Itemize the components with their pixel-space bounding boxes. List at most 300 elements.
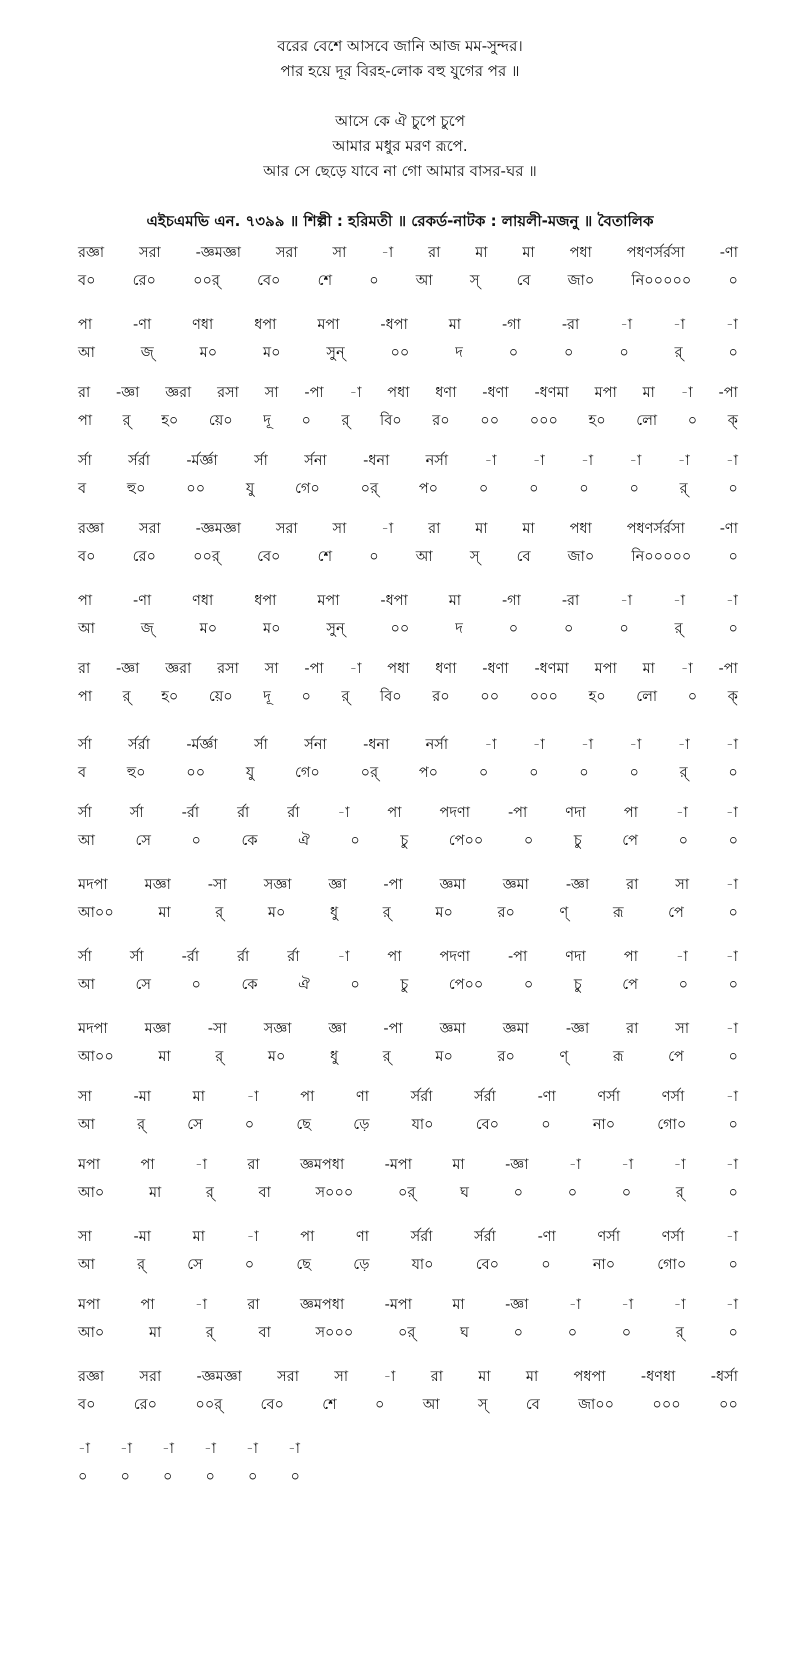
swara-note: -া	[349, 385, 362, 401]
bani-syllable: ০	[728, 1185, 738, 1201]
swara-note: র্সর্রা	[474, 1089, 496, 1105]
swara-note: নর্সা	[425, 453, 449, 469]
swara-note: -া	[621, 1297, 634, 1313]
swara-note: -ণা	[719, 245, 738, 261]
swara-note: মদপা	[78, 1021, 108, 1037]
bani-syllable: কে	[241, 977, 258, 993]
bani-syllable: ম০	[435, 1049, 453, 1065]
bani-syllable: ০০	[719, 1397, 738, 1413]
swara-note: -া	[337, 949, 350, 965]
bani-syllable: র্	[341, 689, 350, 705]
bani-syllable: র্	[679, 765, 688, 781]
bani-syllable: রে০	[133, 1397, 158, 1413]
swara-note: -মপা	[384, 1297, 412, 1313]
bani-syllable: শে	[317, 549, 333, 565]
bani-syllable: না০	[592, 1257, 616, 1273]
swara-row	[78, 804, 738, 826]
bani-syllable: ধু	[330, 1049, 339, 1065]
bani-syllable: ণ্	[559, 905, 569, 921]
swara-note: -া	[680, 661, 693, 677]
bani-syllable: ০	[728, 621, 738, 637]
lyric-line: বরের বেশে আসবে জানি আজ মম-সুন্দর।	[277, 37, 523, 55]
swara-note: জ্ঞমপধা	[300, 1297, 345, 1313]
bani-syllable: আ০০	[78, 905, 114, 921]
swara-note: -া	[673, 1157, 686, 1173]
swara-note: -গা	[501, 317, 521, 333]
swara-note: মা	[642, 661, 655, 677]
swara-note: -া	[195, 1297, 207, 1313]
bani-syllable: ০	[301, 413, 311, 429]
swara-note: -রা	[561, 593, 580, 609]
bani-syllable: ঘ	[460, 1325, 469, 1341]
swara-note: র্সনা	[304, 737, 327, 753]
swara-row	[78, 1368, 738, 1390]
swara-note: -জ্ঞমজ্ঞা	[195, 521, 241, 537]
swara-note: মা	[192, 1229, 205, 1245]
swara-note: পধা	[569, 521, 592, 537]
swara-note: -পা	[718, 661, 738, 677]
bani-syllable: ণ্	[559, 1049, 569, 1065]
bani-syllable: ০	[728, 549, 738, 565]
swara-note: র্সা	[129, 805, 144, 821]
swara-note: মা	[522, 521, 535, 537]
bani-syllable: ম০	[199, 621, 218, 637]
swara-note: মা	[522, 245, 535, 261]
swara-note: মজ্ঞা	[144, 877, 171, 893]
swara-note: -া	[726, 877, 738, 893]
swara-note: পা	[78, 317, 93, 333]
bani-syllable: পে০০	[448, 833, 484, 849]
swara-note: -া	[725, 805, 738, 821]
swara-note: র্সর্রা	[410, 1229, 433, 1245]
swara-note: র্সর্রা	[474, 1229, 496, 1245]
lyric-line: আমার মধুর মরণ রূপে.	[332, 137, 468, 155]
swara-note: রসা	[217, 661, 239, 677]
bani-syllable: সে	[135, 833, 151, 849]
swara-note: পধণর্সর্রসা	[626, 521, 685, 537]
bani-row	[78, 620, 738, 642]
swara-note: ণধা	[192, 593, 214, 609]
swara-note: সা	[675, 1021, 690, 1037]
bani-syllable: বা	[258, 1185, 271, 1201]
bani-syllable: যা০	[411, 1117, 434, 1133]
bani-syllable: পে	[622, 833, 638, 849]
bani-syllable: ০	[290, 1469, 300, 1485]
swara-note: সা	[332, 521, 347, 537]
swara-note: মা	[475, 521, 488, 537]
swara-note: -া	[349, 661, 362, 677]
swara-note: -সা	[207, 1021, 227, 1037]
bani-syllable: ০	[248, 1469, 258, 1485]
swara-row	[78, 1228, 738, 1250]
bani-syllable: র্	[137, 1117, 146, 1133]
bani-syllable: পা	[78, 689, 93, 705]
bani-syllable: ০	[728, 905, 738, 921]
notation-block	[78, 1088, 738, 1134]
bani-syllable: র্	[675, 1325, 684, 1341]
swara-note: সরা	[138, 521, 161, 537]
bani-syllable: ঐ	[298, 833, 310, 849]
swara-note: ণদা	[565, 949, 586, 965]
bani-syllable: র্	[674, 621, 683, 637]
bani-syllable: য়ে০	[208, 413, 233, 429]
swara-note: ণদা	[565, 805, 586, 821]
swara-row	[78, 452, 738, 474]
bani-syllable: ০০০	[529, 689, 558, 705]
bani-syllable: ঐ	[298, 977, 310, 993]
swara-note: -র্মর্জ্ঞা	[186, 737, 218, 753]
bani-syllable: ০	[629, 481, 639, 497]
bani-syllable: ০	[508, 621, 519, 637]
swara-note: নর্সা	[425, 737, 449, 753]
swara-note: মা	[192, 1089, 205, 1105]
bani-syllable: আ	[415, 549, 433, 565]
swara-note: মপা	[594, 661, 617, 677]
swara-note: -পা	[304, 385, 324, 401]
bani-syllable: চু	[400, 833, 409, 849]
bani-syllable: ম০	[435, 905, 453, 921]
bani-syllable: ০	[523, 833, 534, 849]
swara-note: -া	[195, 1157, 207, 1173]
bani-syllable: জা০	[567, 549, 595, 565]
swara-note: -ধনা	[363, 737, 390, 753]
swara-note: -র্রা	[181, 949, 200, 965]
bani-syllable: ব	[78, 765, 87, 781]
bani-syllable: ০০র্	[195, 1397, 223, 1413]
swara-note: পধপা	[573, 1369, 606, 1385]
swara-row	[78, 592, 738, 614]
bani-syllable: পে	[668, 905, 684, 921]
swara-note: পা	[387, 949, 402, 965]
swara-note: রা	[247, 1157, 260, 1173]
notation-block	[78, 316, 738, 362]
bani-syllable: ছে	[296, 1257, 312, 1273]
swara-note: র্রা	[237, 805, 250, 821]
swara-note: পধা	[569, 245, 592, 261]
swara-note: -া	[726, 453, 738, 469]
swara-note: রা	[78, 661, 91, 677]
swara-note: -ণা	[133, 317, 152, 333]
bani-row	[78, 1116, 738, 1138]
bani-syllable: ০	[619, 621, 629, 637]
swara-note: -জ্ঞা	[565, 877, 590, 893]
swara-note: মপা	[594, 385, 617, 401]
swara-row	[78, 316, 738, 338]
swara-note: মপা	[78, 1157, 101, 1173]
bani-syllable: ০	[78, 1469, 88, 1485]
bani-syllable: ০	[191, 977, 201, 993]
swara-note: -া	[568, 1157, 581, 1173]
bani-syllable: ০	[523, 977, 534, 993]
swara-row	[78, 244, 738, 266]
notation-sheet	[78, 0, 738, 1662]
bani-syllable: চু	[400, 977, 409, 993]
swara-note: জ্ঞা	[328, 1021, 347, 1037]
swara-note: -জ্ঞা	[116, 385, 140, 401]
swara-note: রা	[626, 877, 639, 893]
bani-syllable: বে০	[257, 549, 281, 565]
swara-note: -া	[288, 1441, 300, 1457]
swara-note: মা	[525, 1369, 539, 1385]
swara-note: সা	[334, 1369, 349, 1385]
swara-note: মদপা	[78, 877, 108, 893]
swara-note: -জ্ঞমজ্ঞা	[196, 1369, 242, 1385]
swara-note: -ধপা	[380, 317, 408, 333]
bani-syllable: মা	[148, 1185, 162, 1201]
bani-syllable: বা	[258, 1325, 271, 1341]
notation-block	[78, 1296, 738, 1342]
bani-syllable: পে	[668, 1049, 684, 1065]
bani-syllable: বে০	[257, 273, 281, 289]
bani-syllable: ০	[478, 481, 489, 497]
swara-note: র্সা	[254, 453, 268, 469]
swara-note: পা	[140, 1297, 155, 1313]
swara-note: মপা	[317, 593, 340, 609]
bani-syllable: র্	[382, 1049, 391, 1065]
swara-note: -া	[78, 1441, 90, 1457]
bani-syllable: লো	[636, 413, 658, 429]
bani-syllable: ০	[244, 1257, 255, 1273]
bani-syllable: ০০০	[529, 413, 558, 429]
bani-syllable: স০০০	[315, 1185, 354, 1201]
swara-note: সা	[332, 245, 347, 261]
bani-syllable: ম০	[263, 345, 281, 361]
swara-note: -া	[246, 1229, 259, 1245]
bani-row	[78, 1468, 300, 1490]
swara-note: সরা	[275, 245, 298, 261]
bani-syllable: র০	[432, 689, 450, 705]
bani-syllable: ০র্	[397, 1325, 416, 1341]
bani-syllable: সে	[187, 1257, 203, 1273]
swara-note: মা	[475, 245, 488, 261]
bani-syllable: ০র্	[360, 481, 379, 497]
bani-syllable: বি০	[380, 689, 402, 705]
bani-syllable: ঘ	[460, 1185, 469, 1201]
swara-note: মা	[452, 1297, 465, 1313]
swara-note: -া	[620, 317, 633, 333]
bani-row	[78, 1184, 738, 1206]
bani-row	[78, 344, 738, 366]
bani-syllable: ০০র্	[193, 549, 220, 565]
bani-syllable: শে	[322, 1397, 337, 1413]
swara-note: -র্মর্জ্ঞা	[186, 453, 218, 469]
swara-note: -া	[673, 593, 685, 609]
swara-note: -পা	[304, 661, 324, 677]
swara-note: পা	[387, 805, 402, 821]
swara-note: রা	[430, 1369, 443, 1385]
bani-syllable: র০	[497, 1049, 515, 1065]
swara-note: মা	[642, 385, 655, 401]
swara-note: র্সর্রা	[410, 1089, 433, 1105]
swara-note: -া	[675, 949, 688, 965]
bani-row	[78, 764, 738, 786]
bani-syllable: কে	[241, 833, 258, 849]
swara-note: ধণা	[435, 661, 457, 677]
bani-syllable: ০	[567, 1325, 578, 1341]
swara-note: -ধনা	[363, 453, 390, 469]
bani-syllable: ০	[579, 765, 589, 781]
swara-note: -র্রা	[181, 805, 200, 821]
swara-note: জ্ঞমা	[502, 1021, 529, 1037]
bani-syllable: র্	[382, 905, 391, 921]
bani-syllable: ব	[78, 481, 87, 497]
swara-note: র্রা	[287, 949, 300, 965]
swara-note: মপা	[317, 317, 340, 333]
bani-syllable: লো	[636, 689, 658, 705]
bani-syllable: ০	[728, 833, 738, 849]
swara-row	[78, 1020, 738, 1042]
swara-note: রা	[428, 245, 441, 261]
notation-block	[78, 1156, 738, 1202]
notation-block	[78, 1228, 738, 1274]
bani-syllable: ০	[163, 1469, 173, 1485]
bani-syllable: নি০০০০০	[631, 273, 692, 289]
bani-syllable: বে০	[260, 1397, 284, 1413]
bani-syllable: রে০	[132, 273, 156, 289]
bani-syllable: ০	[728, 1049, 738, 1065]
swara-note: -া	[246, 1441, 258, 1457]
swara-note: র্সা	[78, 805, 92, 821]
bani-syllable: চু	[573, 977, 582, 993]
swara-note: -ণা	[133, 593, 152, 609]
bani-syllable: গে০	[295, 481, 320, 497]
bani-syllable: মা	[148, 1325, 162, 1341]
bani-syllable: র্	[674, 345, 683, 361]
swara-note: -জ্ঞমজ্ঞা	[195, 245, 241, 261]
bani-syllable: রূ	[612, 1049, 624, 1065]
bani-syllable: স০০০	[315, 1325, 354, 1341]
bani-syllable: রে০	[132, 549, 156, 565]
bani-syllable: ড়ে	[353, 1117, 370, 1133]
bani-row	[78, 1048, 738, 1070]
bani-syllable: ০	[541, 1117, 551, 1133]
bani-syllable: ০	[529, 765, 539, 781]
bani-syllable: ০র্	[360, 765, 379, 781]
bani-row	[78, 480, 738, 502]
swara-note: ণর্সা	[661, 1089, 685, 1105]
swara-note: -া	[725, 1229, 738, 1245]
bani-syllable: ০র্	[397, 1185, 416, 1201]
swara-note: রসা	[217, 385, 239, 401]
bani-syllable: ০	[728, 1325, 738, 1341]
bani-syllable: ০০০	[652, 1397, 681, 1413]
swara-note: রজ্ঞা	[78, 245, 105, 261]
swara-note: সজ্ঞা	[263, 1021, 292, 1037]
bani-syllable: ০	[244, 1117, 255, 1133]
swara-note: র্সর্রা	[128, 453, 150, 469]
swara-note: -জ্ঞা	[505, 1297, 529, 1313]
bani-syllable: র্	[137, 1257, 146, 1273]
bani-syllable: ০	[301, 689, 311, 705]
swara-row	[78, 876, 738, 898]
bani-syllable: জা০০	[578, 1397, 615, 1413]
swara-note: সা	[264, 661, 279, 677]
bani-syllable: ০	[541, 1257, 551, 1273]
bani-syllable: ম০	[267, 1049, 286, 1065]
swara-note: মা	[448, 593, 461, 609]
bani-syllable: র্	[675, 1185, 684, 1201]
bani-syllable: স্	[469, 549, 480, 565]
bani-syllable: জ্	[140, 345, 154, 361]
bani-syllable: বি০	[380, 413, 402, 429]
swara-note: -া	[337, 805, 350, 821]
swara-note: -ধণধা	[640, 1369, 676, 1385]
bani-syllable: বে	[516, 549, 531, 565]
swara-row	[78, 1440, 300, 1462]
lyric-line: আর সে ছেড়ে যাবে না গো আমার বাসর-ঘর ॥	[263, 162, 537, 180]
swara-note: সা	[78, 1089, 92, 1105]
swara-note: র্সা	[129, 949, 144, 965]
bani-syllable: ০	[350, 977, 360, 993]
swara-note: -রা	[561, 317, 580, 333]
bani-syllable: ম০	[263, 621, 281, 637]
bani-syllable: র্	[122, 689, 131, 705]
swara-note: পা	[300, 1229, 315, 1245]
swara-note: -ণা	[537, 1229, 556, 1245]
bani-syllable: হ০	[588, 413, 606, 429]
bani-syllable: আ	[78, 977, 95, 993]
bani-syllable: ০	[728, 273, 738, 289]
swara-note: -জ্ঞা	[565, 1021, 590, 1037]
notation-block	[78, 876, 738, 922]
swara-note: সজ্ঞা	[263, 877, 292, 893]
swara-row	[78, 736, 738, 758]
bani-syllable: দ	[455, 345, 463, 361]
record-info: এইচএমভি এন. ৭৩৯৯ ॥ শিল্পী : হরিমতী ॥ রেকর্ড-নাটক : লায়লী-মজনু ॥ বৈতালিক	[146, 212, 654, 230]
swara-note: -গা	[501, 593, 521, 609]
bani-syllable: ব০	[78, 1397, 96, 1413]
bani-row	[78, 832, 738, 854]
swara-note: সা	[264, 385, 279, 401]
swara-note: -া	[726, 737, 738, 753]
bani-syllable: আ০০	[78, 1049, 114, 1065]
swara-note: -সা	[207, 877, 227, 893]
bani-syllable: হ০	[161, 689, 179, 705]
swara-note: র্সা	[78, 949, 92, 965]
swara-note: মা	[452, 1157, 465, 1173]
bani-syllable: হু০	[126, 765, 146, 781]
notation-block	[78, 244, 738, 290]
notation-block	[78, 452, 738, 498]
swara-note: সরা	[138, 245, 161, 261]
bani-syllable: র০	[432, 413, 450, 429]
bani-row	[78, 548, 738, 570]
swara-note: জ্ঞমপধা	[300, 1157, 345, 1173]
bani-syllable: র্	[215, 905, 224, 921]
bani-syllable: যু	[245, 481, 255, 497]
bani-syllable: আ	[415, 273, 433, 289]
swara-note: পা	[623, 805, 638, 821]
bani-syllable: ০	[564, 621, 574, 637]
bani-syllable: হ০	[588, 689, 606, 705]
bani-syllable: ক্	[727, 413, 738, 429]
lyric-line: আসে কে ঐ চুপে চুপে	[335, 112, 465, 130]
bani-syllable: দূ	[263, 413, 271, 429]
swara-note: -া	[725, 1297, 738, 1313]
swara-note: -পা	[507, 805, 528, 821]
bani-syllable: আ০	[78, 1325, 105, 1341]
swara-note: ণর্সা	[597, 1089, 621, 1105]
bani-syllable: ০	[369, 549, 379, 565]
bani-syllable: ব০	[78, 549, 96, 565]
bani-syllable: আ	[422, 1397, 440, 1413]
bani-syllable: পে	[622, 977, 638, 993]
swara-note: -া	[629, 453, 642, 469]
bani-syllable: র্	[341, 413, 350, 429]
swara-note: -া	[246, 1089, 259, 1105]
swara-note: -মা	[133, 1229, 151, 1245]
bani-syllable: ০	[120, 1469, 130, 1485]
